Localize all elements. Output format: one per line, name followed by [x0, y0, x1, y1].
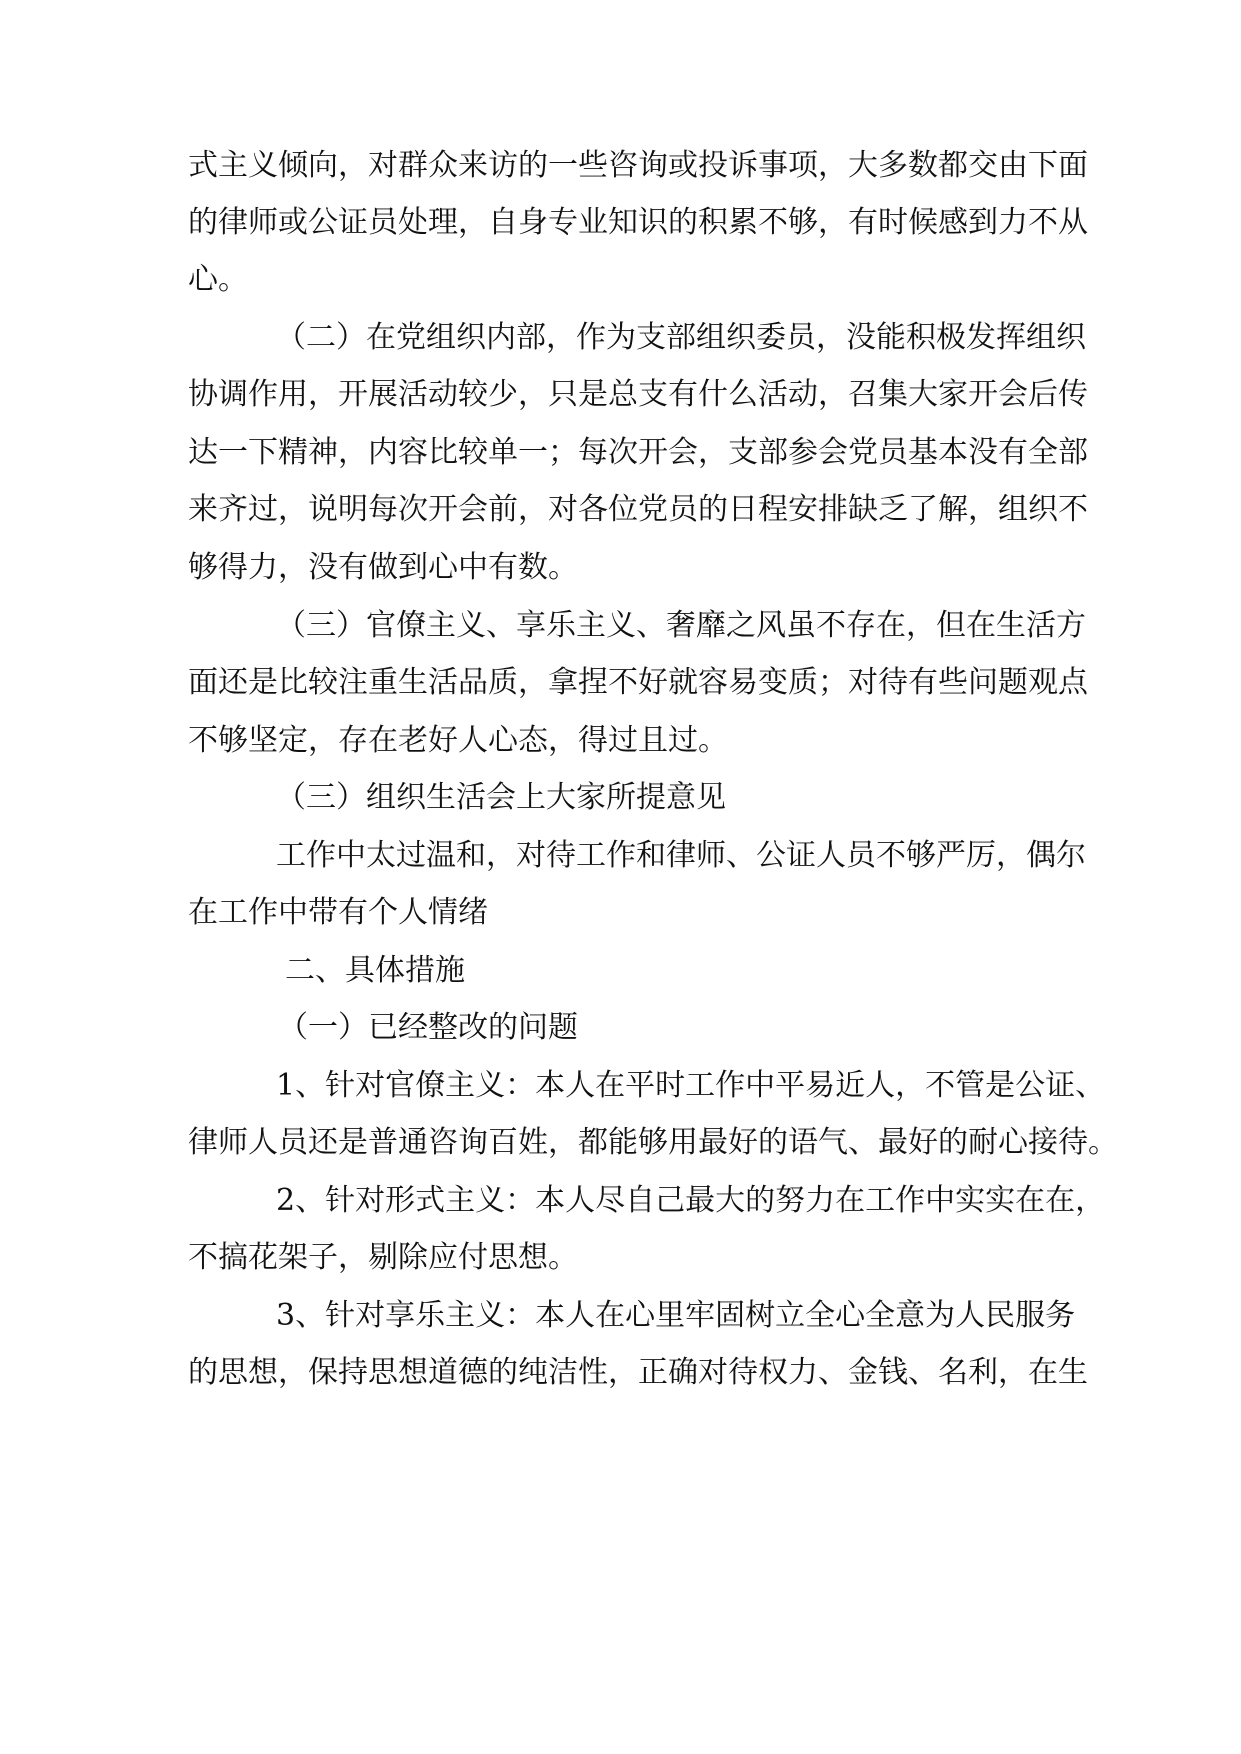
section-heading: （三）组织生活会上大家所提意见 — [276, 780, 726, 815]
subsection-heading: （一）已经整改的问题 — [278, 1010, 578, 1045]
text-line: 协调作用，开展活动较少，只是总支有什么活动，召集大家开会后传 — [188, 377, 1088, 412]
text-line: 工作中太过温和，对待工作和律师、公证人员不够严厉，偶尔 — [276, 838, 1086, 873]
section-heading: 二、具体措施 — [285, 953, 465, 988]
text-line: 在工作中带有个人情绪 — [188, 895, 488, 930]
text-line: 律师人员还是普通咨询百姓，都能够用最好的语气、最好的耐心接待。 — [188, 1125, 1118, 1160]
section-heading: （二）在党组织内部，作为支部组织委员，没能积极发挥组织 — [276, 320, 1086, 355]
text-line: 不搞花架子，剔除应付思想。 — [188, 1240, 578, 1275]
text-line: 2、针对形式主义：本人尽自己最大的努力在工作中实实在在， — [276, 1183, 1106, 1218]
text-line: 3、针对享乐主义：本人在心里牢固树立全心全意为人民服务 — [276, 1298, 1076, 1333]
text-line: 的律师或公证员处理，自身专业知识的积累不够，有时候感到力不从 — [188, 205, 1088, 240]
text-line: 够得力，没有做到心中有数。 — [188, 550, 578, 585]
text-line: 达一下精神，内容比较单一；每次开会，支部参会党员基本没有全部 — [188, 435, 1088, 470]
text-line: 不够坚定，存在老好人心态，得过且过。 — [188, 723, 728, 758]
text-line: 的思想，保持思想道德的纯洁性，正确对待权力、金钱、名利，在生 — [188, 1355, 1088, 1390]
text-line: 式主义倾向，对群众来访的一些咨询或投诉事项，大多数都交由下面 — [188, 148, 1088, 183]
text-line: 心。 — [188, 262, 248, 297]
text-line: 1、针对官僚主义：本人在平时工作中平易近人，不管是公证、 — [276, 1068, 1106, 1103]
section-heading: （三）官僚主义、享乐主义、奢靡之风虽不存在，但在生活方 — [276, 608, 1086, 643]
text-line: 来齐过，说明每次开会前，对各位党员的日程安排缺乏了解，组织不 — [188, 492, 1088, 527]
text-line: 面还是比较注重生活品质，拿捏不好就容易变质；对待有些问题观点 — [188, 665, 1088, 700]
